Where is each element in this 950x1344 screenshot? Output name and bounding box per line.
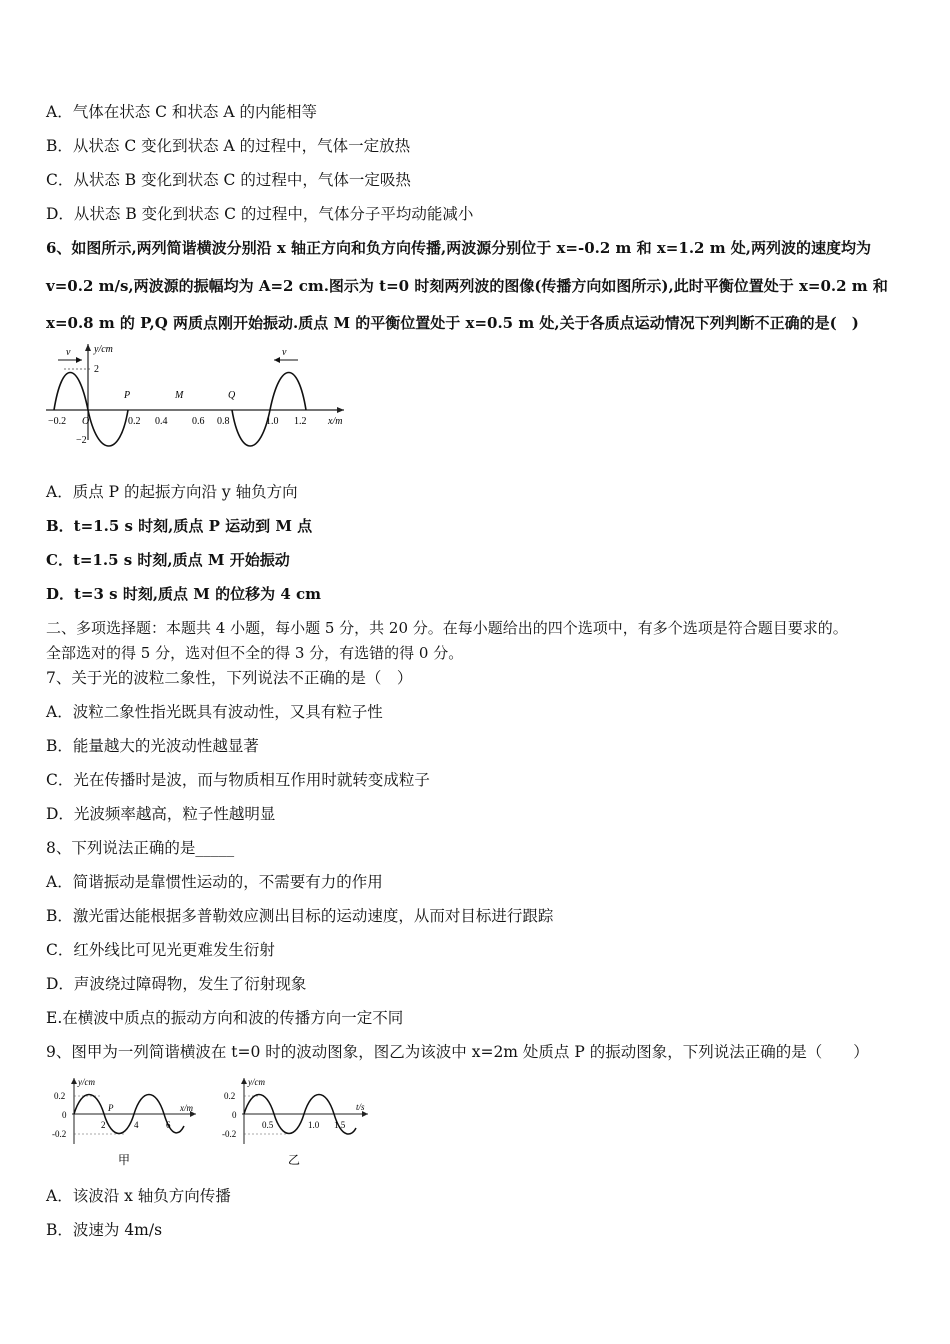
q9-stem: 9、图甲为一列简谐横波在 t=0 时的波动图象，图乙为该波中 x=2m 处质点 P 的振动图象，下列说法正确的是（ ） (46, 1043, 869, 1061)
q9-jia-y-label: y/cm (78, 1077, 95, 1087)
q6-point-m: M (175, 390, 184, 401)
q5-option-d: D．从状态 B 变化到状态 C 的过程中，气体分子平均动能减小 (46, 205, 474, 223)
q6-right-wave (232, 373, 306, 447)
q9-yi-x-label: t/s (356, 1102, 365, 1112)
q6-y-tick-pos: 2 (94, 364, 99, 375)
q8-option-e: E.在横波中质点的振动方向和波的传播方向一定不同 (46, 1009, 404, 1027)
section2-line-1: 二、多项选择题：本题共 4 小题，每小题 5 分，共 20 分。在每小题给出的四个选项中，有多个选项是符合题目要求的。 (46, 619, 848, 637)
q9-yi-y-label: y/cm (248, 1077, 265, 1087)
q6-x-tick: 0.4 (155, 416, 168, 427)
q7-option-c: C．光在传播时是波，而与物质相互作用时就转变成粒子 (46, 771, 430, 789)
q9-yi-x-tick: 1.5 (334, 1120, 346, 1130)
q9-yi-y-tick: 0 (232, 1110, 237, 1120)
q6-stem-line-3: x=0.8 m 的 P,Q 两质点刚开始振动.质点 M 的平衡位置处于 x=0.5 m 处,关于各质点运动情况下列判断不正确的是( ) (46, 314, 859, 332)
q8-option-a: A．简谐振动是靠惯性运动的，不需要有力的作用 (46, 873, 383, 891)
q9-yi-y-tick: -0.2 (222, 1129, 237, 1139)
q7-stem: 7、关于光的波粒二象性，下列说法不正确的是（ ） (46, 669, 413, 687)
q8-stem: 8、下列说法正确的是_____ (46, 839, 235, 857)
q5-option-b: B．从状态 C 变化到状态 A 的过程中，气体一定放热 (46, 137, 411, 155)
q6-x-tick: 1.0 (266, 416, 279, 427)
q9-option-b: B．波速为 4m/s (46, 1221, 163, 1239)
q6-velocity-label-left: v (66, 347, 71, 358)
q9-yi-x-tick: 0.5 (262, 1120, 274, 1130)
q6-stem-line-1: 6、如图所示,两列简谐横波分别沿 x 轴正方向和负方向传播,两波源分别位于 x=-0.2 m 和 x=1.2 m 处,两列波的速度均为 (46, 239, 872, 257)
q9-figure-yi (216, 1074, 378, 1170)
q5-option-c: C．从状态 B 变化到状态 C 的过程中，气体一定吸热 (46, 171, 411, 189)
q6-left-wave (54, 373, 131, 447)
q8-option-d: D．声波绕过障碍物，发生了衍射现象 (46, 975, 307, 993)
q9-yi-y-tick: 0.2 (224, 1091, 236, 1101)
q6-x-tick: 0.6 (192, 416, 205, 427)
q6-x-tick: 1.2 (294, 416, 307, 427)
q9-yi-caption: 乙 (288, 1153, 301, 1167)
q6-wave-figure (44, 340, 354, 450)
q6-x-tick: 0.8 (217, 416, 230, 427)
q9-jia-x-tick: 4 (134, 1120, 139, 1130)
q9-jia-x-label: x/m (180, 1103, 193, 1113)
q6-velocity-label-right: v (282, 347, 287, 358)
q6-option-d: D．t=3 s 时刻,质点 M 的位移为 4 cm (46, 585, 321, 603)
q7-option-a: A．波粒二象性指光既具有波动性，又具有粒子性 (46, 703, 383, 721)
q9-jia-y-tick: 0.2 (54, 1091, 66, 1101)
q9-jia-caption: 甲 (118, 1153, 131, 1167)
q8-option-b: B．激光雷达能根据多普勒效应测出目标的运动速度，从而对目标进行跟踪 (46, 907, 554, 925)
q6-x-axis-label: x/m (328, 416, 343, 427)
q6-point-q: Q (228, 390, 236, 401)
q6-stem-line-2: v=0.2 m/s,两波源的振幅均为 A=2 cm.图示为 t=0 时刻两列波的图像(传播方向如图所示),此时平衡位置处于 x=0.2 m 和 (46, 277, 888, 295)
q9-yi-x-tick: 1.0 (308, 1120, 320, 1130)
q9-figure-jia (46, 1074, 206, 1170)
q6-y-axis-label: y/cm (94, 344, 113, 355)
q9-jia-x-tick: 6 (166, 1120, 171, 1130)
q9-jia-y-tick: -0.2 (52, 1129, 67, 1139)
q6-point-p: P (124, 390, 131, 401)
q7-option-d: D．光波频率越高，粒子性越明显 (46, 805, 276, 823)
section2-line-2: 全部选对的得 5 分，选对但不全的得 3 分，有选错的得 0 分。 (46, 644, 464, 662)
q6-option-a: A．质点 P 的起振方向沿 y 轴负方向 (46, 483, 298, 501)
q6-option-c: C．t=1.5 s 时刻,质点 M 开始振动 (46, 551, 290, 569)
q7-option-b: B．能量越大的光波动性越显著 (46, 737, 259, 755)
q6-origin: O (82, 416, 90, 427)
q6-x-tick: −0.2 (48, 416, 67, 427)
q9-jia-x-tick: 2 (101, 1120, 106, 1130)
q9-option-a: A．该波沿 x 轴负方向传播 (46, 1187, 231, 1205)
q5-option-a: A．气体在状态 C 和状态 A 的内能相等 (46, 103, 317, 121)
q8-option-c: C．红外线比可见光更难发生衍射 (46, 941, 275, 959)
q9-jia-y-tick: 0 (62, 1110, 67, 1120)
q9-jia-point-p: P (108, 1103, 114, 1113)
q6-option-b: B．t=1.5 s 时刻,质点 P 运动到 M 点 (46, 517, 313, 535)
q6-y-tick-neg: −2 (76, 435, 87, 446)
q6-x-tick: 0.2 (128, 416, 141, 427)
